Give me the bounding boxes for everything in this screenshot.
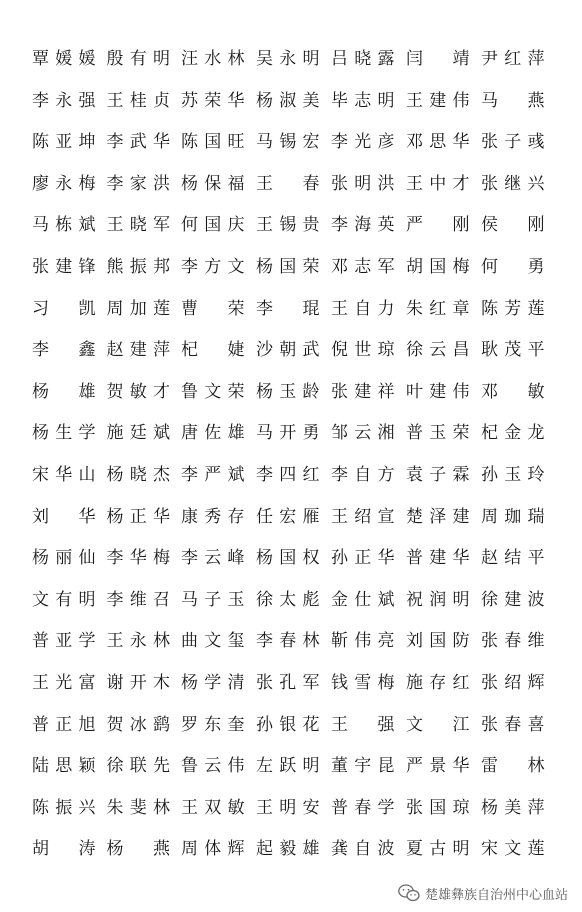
name-cell: 王自力 [331, 298, 395, 319]
name-row [0, 621, 582, 663]
name-row [0, 705, 582, 747]
name-cell: 李云峰 [181, 548, 245, 569]
name-cell: 康秀存 [181, 506, 245, 527]
name-cell: 杨国荣 [256, 256, 320, 277]
name-cell: 普正旭 [32, 714, 96, 735]
name-cell: 朱斐林 [106, 797, 171, 818]
name-cell: 杨淑美 [256, 90, 320, 111]
name-cell: 张春维 [481, 631, 545, 652]
name-cell: 李华梅 [106, 548, 171, 569]
name-cell: 孙银花 [256, 714, 320, 735]
name-cell: 尹红萍 [481, 49, 545, 69]
name-cell: 熊振邦 [106, 256, 171, 277]
name-row [0, 122, 582, 164]
name-cell: 杨燕 [106, 839, 171, 860]
name-cell: 施廷斌 [106, 423, 171, 444]
name-cell: 王桂贞 [106, 90, 171, 111]
name-cell: 鲁云伟 [181, 756, 245, 777]
name-row [0, 372, 582, 414]
name-cell: 胡涛 [32, 839, 96, 860]
name-cell: 陈芳莲 [481, 298, 545, 319]
name-cell: 殷有明 [106, 49, 171, 69]
name-cell: 鲁文荣 [181, 381, 245, 402]
name-row [0, 39, 582, 81]
name-cell: 龚自波 [331, 839, 395, 860]
name-cell: 严刚 [406, 215, 470, 236]
name-cell: 周珈瑞 [481, 506, 545, 527]
name-cell: 闫靖 [406, 49, 470, 69]
name-cell: 覃媛媛 [32, 49, 96, 69]
name-cell: 杨玉龄 [256, 381, 320, 402]
name-cell: 侯刚 [481, 215, 545, 236]
name-cell: 雷林 [481, 756, 545, 777]
name-cell: 赵建萍 [106, 340, 171, 361]
name-cell: 王强 [331, 714, 395, 735]
name-row [0, 413, 582, 455]
name-cell: 严景华 [406, 756, 470, 777]
name-cell: 王双敏 [181, 797, 245, 818]
name-list [0, 39, 582, 871]
name-cell: 施存红 [406, 672, 470, 693]
name-cell: 普亚学 [32, 631, 96, 652]
name-row [0, 829, 582, 871]
name-cell: 叶建伟 [406, 381, 470, 402]
name-cell: 杨美萍 [481, 797, 545, 818]
name-cell: 张国琼 [406, 797, 470, 818]
name-row [0, 164, 582, 206]
name-cell: 李武华 [106, 132, 171, 153]
name-cell: 王永林 [106, 631, 171, 652]
name-cell: 普建华 [406, 548, 470, 569]
name-cell: 徐建波 [481, 589, 545, 610]
name-cell: 吴永明 [256, 49, 320, 69]
name-cell: 廖永梅 [32, 173, 96, 194]
name-cell: 陈国旺 [181, 132, 245, 153]
name-cell: 马燕 [481, 90, 545, 111]
name-row [0, 81, 582, 123]
name-cell: 耿茂平 [481, 340, 545, 361]
name-cell: 张建锋 [32, 256, 96, 277]
name-cell: 金仕斌 [331, 589, 395, 610]
name-cell: 毕志明 [331, 90, 395, 111]
name-cell: 周体辉 [181, 839, 245, 860]
name-row [0, 538, 582, 580]
name-cell: 文有明 [32, 589, 96, 610]
name-cell: 陈亚坤 [32, 132, 96, 153]
name-row [0, 289, 582, 331]
name-cell: 王明安 [256, 797, 320, 818]
name-cell: 徐联先 [106, 756, 171, 777]
name-cell: 徐云昌 [406, 340, 470, 361]
name-cell: 宋文莲 [481, 839, 545, 860]
name-cell: 曲文玺 [181, 631, 245, 652]
name-cell: 杨雄 [32, 381, 96, 402]
name-cell: 吕晓露 [331, 49, 395, 69]
name-cell: 陈振兴 [32, 797, 96, 818]
name-cell: 任宏雁 [256, 506, 320, 527]
name-cell: 习凯 [32, 298, 96, 319]
name-cell: 祝润明 [406, 589, 470, 610]
name-cell: 刘华 [32, 506, 96, 527]
name-cell: 杞金龙 [481, 423, 545, 444]
name-cell: 李严斌 [181, 464, 245, 485]
name-cell: 张建祥 [331, 381, 395, 402]
name-cell: 普玉荣 [406, 423, 470, 444]
name-cell: 徐太彪 [256, 589, 320, 610]
name-cell: 李家洪 [106, 173, 171, 194]
name-cell: 杨学清 [181, 672, 245, 693]
name-cell: 朱红章 [406, 298, 470, 319]
name-cell: 王中才 [406, 173, 470, 194]
name-cell: 王锡贵 [256, 215, 320, 236]
name-cell: 左跃明 [256, 756, 320, 777]
name-cell: 王绍宣 [331, 506, 395, 527]
wechat-icon [398, 884, 420, 902]
name-cell: 刘国防 [406, 631, 470, 652]
name-cell: 普春学 [331, 797, 395, 818]
name-cell: 李鑫 [32, 340, 96, 361]
name-cell: 谢开木 [106, 672, 171, 693]
name-cell: 袁子霖 [406, 464, 470, 485]
name-cell: 邓敏 [481, 381, 545, 402]
name-cell: 倪世琼 [331, 340, 395, 361]
name-cell: 靳伟亮 [331, 631, 395, 652]
name-cell: 杨晓杰 [106, 464, 171, 485]
name-cell: 董宇昆 [331, 756, 395, 777]
name-cell: 李维召 [106, 589, 171, 610]
name-cell: 王建伟 [406, 90, 470, 111]
name-row [0, 580, 582, 622]
name-cell: 张继兴 [481, 173, 545, 194]
name-cell: 宋华山 [32, 464, 96, 485]
name-cell: 孙正华 [331, 548, 395, 569]
name-cell: 马栋斌 [32, 215, 96, 236]
name-cell: 曹荣 [181, 298, 245, 319]
name-row [0, 788, 582, 830]
name-cell: 钱雪梅 [331, 672, 395, 693]
name-cell: 李琨 [256, 298, 320, 319]
name-cell: 罗东奎 [181, 714, 245, 735]
name-cell: 邓思华 [406, 132, 470, 153]
name-cell: 杨正华 [106, 506, 171, 527]
name-cell: 杨丽仙 [32, 548, 96, 569]
name-cell: 张明洪 [331, 173, 395, 194]
name-cell: 陆思颖 [32, 756, 96, 777]
name-cell: 楚泽建 [406, 506, 470, 527]
name-cell: 汪水林 [181, 49, 245, 69]
name-cell: 夏古明 [406, 839, 470, 860]
name-cell: 周加莲 [106, 298, 171, 319]
name-row [0, 663, 582, 705]
name-cell: 孙玉玲 [481, 464, 545, 485]
name-cell: 张子彧 [481, 132, 545, 153]
name-cell: 邓志军 [331, 256, 395, 277]
name-cell: 李永强 [32, 90, 96, 111]
name-cell: 何国庆 [181, 215, 245, 236]
name-cell: 马锡宏 [256, 132, 320, 153]
name-cell: 杞婕 [181, 340, 245, 361]
name-cell: 杨生学 [32, 423, 96, 444]
name-cell: 李方文 [181, 256, 245, 277]
name-cell: 张孔军 [256, 672, 320, 693]
name-cell: 唐佐雄 [181, 423, 245, 444]
name-row [0, 247, 582, 289]
name-cell: 贺敏才 [106, 381, 171, 402]
name-row [0, 330, 582, 372]
name-cell: 李自方 [331, 464, 395, 485]
watermark [398, 880, 568, 906]
name-cell: 李四红 [256, 464, 320, 485]
name-cell: 李春林 [256, 631, 320, 652]
name-cell: 贺冰鹞 [106, 714, 171, 735]
name-cell: 杨保福 [181, 173, 245, 194]
name-cell: 文江 [406, 714, 470, 735]
name-cell: 邹云湘 [331, 423, 395, 444]
name-cell: 李光彦 [331, 132, 395, 153]
name-row [0, 455, 582, 497]
name-cell: 沙朝武 [256, 340, 320, 361]
name-cell: 赵结平 [481, 548, 545, 569]
name-cell: 苏荣华 [181, 90, 245, 111]
name-cell: 李海英 [331, 215, 395, 236]
watermark-text: 楚雄彝族自治州中心血站 [424, 887, 568, 903]
name-cell: 王光富 [32, 672, 96, 693]
name-row [0, 497, 582, 539]
name-cell: 胡国梅 [406, 256, 470, 277]
name-cell: 王春 [256, 173, 320, 194]
name-cell: 何勇 [481, 256, 545, 277]
name-cell: 王晓军 [106, 215, 171, 236]
name-cell: 马子玉 [181, 589, 245, 610]
name-cell: 杨国权 [256, 548, 320, 569]
name-cell: 马开勇 [256, 423, 320, 444]
name-row [0, 746, 582, 788]
name-cell: 张春喜 [481, 714, 545, 735]
name-cell: 张绍辉 [481, 672, 545, 693]
name-cell: 起毅雄 [256, 839, 320, 860]
name-row [0, 205, 582, 247]
